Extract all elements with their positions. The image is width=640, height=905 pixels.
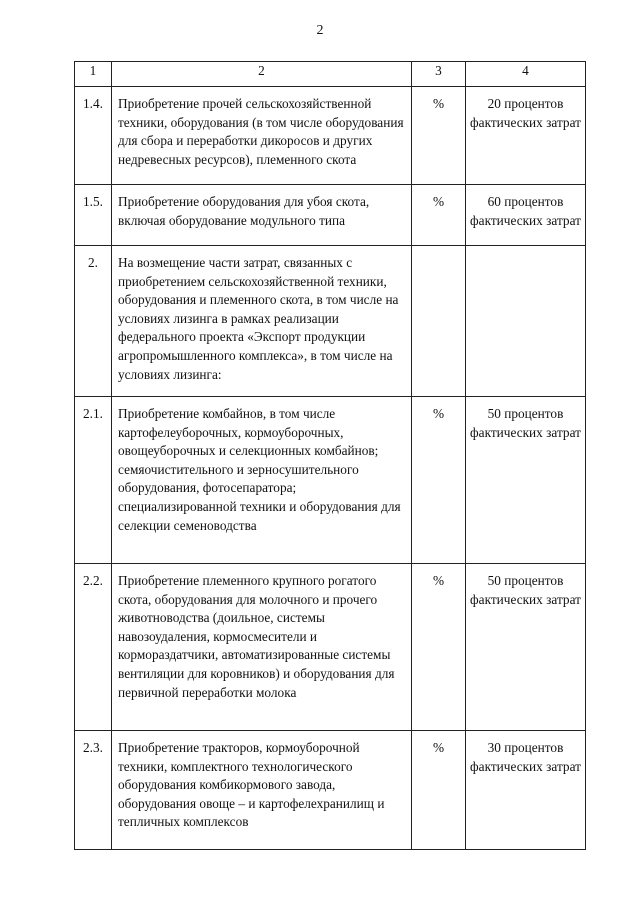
row-number: 2.2. [75,564,112,731]
row-rate [466,246,586,397]
table-row [75,564,586,731]
row-rate: 50 процентов фактических затрат [466,564,586,731]
row-unit: % [412,564,466,731]
page-number: 2 [316,23,324,38]
table-row [75,87,586,185]
row-description: На возмещение части затрат, связанных с приобретением сельскохозяйственной техники, оборудования и племенного скота, в том числе на условиях лизинга в рамках реализации федерального проекта «Экспорт продукции агропромышленного комплекса», в том числе на условиях лизинга: [112,246,412,397]
table-row [75,397,586,564]
column-header-1: 1 [75,62,112,87]
table-header-row [75,62,586,87]
row-unit: % [412,731,466,850]
row-description: Приобретение прочей сельскохозяйственной техники, оборудования (в том числе оборудования для сбора и переработки дикоросов и других недревесных ресурсов), племенного скота [112,87,412,185]
row-description: Приобретение племенного крупного рогатого скота, оборудования для молочного и прочего животноводства (доильное, системы навозоудаления, кормосмесители и кормораздатчики, автоматизированные системы вентиляции для коровников) и оборудования для первичной переработки молока [112,564,412,731]
row-number: 2. [75,246,112,397]
row-rate: 60 процентов фактических затрат [466,185,586,246]
row-unit: % [412,397,466,564]
row-description: Приобретение оборудования для убоя скота, включая оборудование модульного типа [112,185,412,246]
row-number: 2.3. [75,731,112,850]
table-row [75,185,586,246]
row-number: 2.1. [75,397,112,564]
row-description: Приобретение комбайнов, в том числе картофелеуборочных, кормоуборочных, овощеуборочных и селекционных комбайнов; семяочистительного и зерносушительного оборудования, фотосепаратора; специализированной техники и оборудования для селекции семеноводства [112,397,412,564]
row-rate: 50 процентов фактических затрат [466,397,586,564]
table-row [75,246,586,397]
subsidy-rates-table [74,61,586,850]
table-row [75,731,586,850]
column-header-4: 4 [466,62,586,87]
row-number: 1.5. [75,185,112,246]
row-number: 1.4. [75,87,112,185]
row-description: Приобретение тракторов, кормоуборочной техники, комплектного технологического оборудования комбикормового завода, оборудования овоще – и картофелехранилищ и тепличных комплексов [112,731,412,850]
row-rate: 20 процентов фактических затрат [466,87,586,185]
row-rate: 30 процентов фактических затрат [466,731,586,850]
row-unit [412,246,466,397]
column-header-3: 3 [412,62,466,87]
row-unit: % [412,185,466,246]
row-unit: % [412,87,466,185]
column-header-2: 2 [112,62,412,87]
